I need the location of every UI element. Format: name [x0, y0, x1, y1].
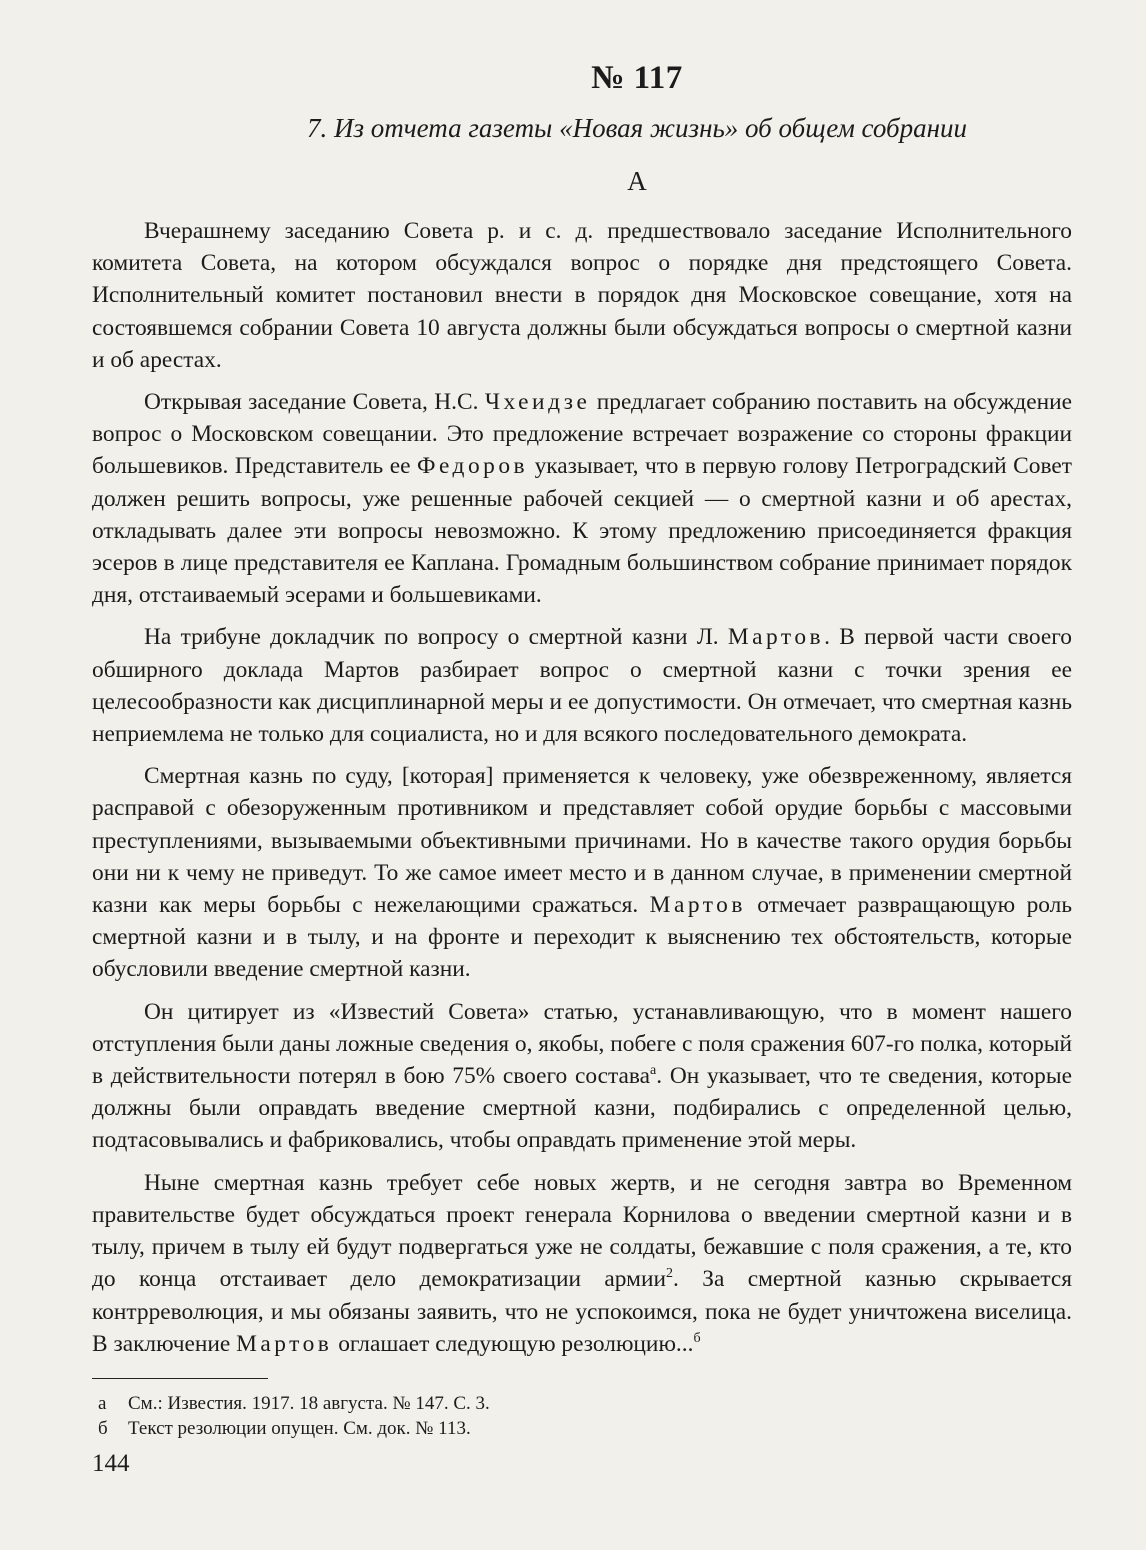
- document-number: № 117: [591, 60, 683, 96]
- spaced-name: Чхеидзе: [484, 389, 591, 416]
- footnote: [92, 1391, 1072, 1416]
- footnote-mark: б: [98, 1417, 108, 1439]
- spaced-name: Мартов: [649, 892, 746, 919]
- text-run: На трибуне докладчик по вопросу о смертной казни Л.: [144, 624, 728, 651]
- document-title: 7. Из отчета газеты «Новая жизнь» об общем собрании: [307, 113, 967, 143]
- text-run: Вчерашнему заседанию Совета р. и с. д. предшествовало заседание Исполнительного комитета Совета, на котором обсуждался вопрос о порядке дня предстоящего Совета. Исполнительный комитет постановил внести в порядок дня Московское совещание, хотя на состоявшемся собрании Совета 10 августа должны были обсуждаться вопросы о смертной казни и об арестах.: [92, 218, 1072, 373]
- paragraph: [92, 1167, 1072, 1360]
- spaced-name: Мартов: [236, 1330, 333, 1357]
- spaced-name: Федоров: [416, 453, 529, 480]
- section-letter: А: [627, 166, 647, 196]
- paragraph: [92, 760, 1072, 985]
- text-run: отмечает развращающую роль смертной казни и в тылу, и на фронте и переходит к выяснению тех обстоятельств, которые обусловили введение смертной казни.: [92, 892, 1072, 983]
- paragraph: [92, 215, 1072, 376]
- paragraph: [92, 621, 1072, 750]
- footnote-reference: а: [650, 1063, 657, 1079]
- text-run: предлагает собранию поставить на обсуждение вопрос о Московском совещании. Это предложение встречает возражение со стороны фракции большевиков. Представитель ее: [92, 389, 1072, 480]
- footnote-reference: б: [693, 1330, 701, 1346]
- paragraph: [92, 996, 1072, 1157]
- text-run: . В первой части своего обширного доклада Мартов разбирает вопрос о смертной казни с точки зрения ее целесообразности как дисциплинарной меры и ее допустимости. Он отмечает, что смертная казнь неприемлема не только для социалиста, но и для всякого последовательного демократа.: [92, 624, 1072, 748]
- page-number: 144: [92, 1450, 130, 1477]
- text-run: . Он указывает, что те сведения, которые должны были оправдать введение смертной казни, подбирались с определенной целью, подтасовывались и фабриковались, чтобы оправдать применение этой меры.: [92, 1063, 1072, 1154]
- footnotes: [92, 1391, 1072, 1441]
- text-run: . За смертной казнью скрывается контрреволюция, и мы обязаны заявить, что не успокоимся, пока не будет уничтожена виселица. В заключение: [92, 1266, 1072, 1357]
- body-text: [92, 215, 1072, 1360]
- footnote-text: См.: Известия. 1917. 18 августа. № 147. С. 3.: [128, 1392, 490, 1414]
- footnote-reference: 2: [665, 1266, 673, 1282]
- footnote: [92, 1416, 1072, 1441]
- spaced-name: Мартов: [727, 624, 825, 651]
- text-run: оглашает следующую резолюцию...: [332, 1330, 694, 1357]
- footnote-text: Текст резолюции опущен. См. док. № 113.: [128, 1417, 471, 1439]
- footnote-mark: а: [98, 1392, 107, 1414]
- footnote-divider: [92, 1378, 268, 1379]
- text-run: Ныне смертная казнь требует себе новых жертв, и не сегодня завтра во Временном правительстве будет обсуждаться проект генерала Корнилова о введении смертной казни и в тылу, причем в тылу ей будут подвергаться уже не солдаты, бежавшие с поля сражения, а те, кто до конца отстаивает дело демократизации армии: [92, 1169, 1072, 1293]
- paragraph: [92, 386, 1072, 611]
- text-run: указывает, что в первую голову Петроградский Совет должен решить вопросы, уже решенные рабочей секцией — о смертной казни и об арестах, откладывать далее эти вопросы невозможно. К этому предложению присоединяется фракция эсеров в лице представителя ее Каплана. Громадным большинством собрание принимает порядок дня, отстаиваемый эсерами и большевиками.: [92, 453, 1072, 609]
- document-page: [92, 60, 1072, 1441]
- text-run: Он цитирует из «Известий Совета» статью, устанавливающую, что в момент нашего отступления были даны ложные сведения о, якобы, побеге с поля сражения 607-го полка, который в действительности потерял в бою 75% своего состава: [92, 998, 1072, 1090]
- text-run: Открывая заседание Совета, Н.С.: [144, 389, 485, 416]
- text-run: Смертная казнь по суду, [которая] применяется к человеку, уже обезвреженному, является расправой с обезоруженным противником и представляет собой орудие борьбы с массовыми преступлениями, вызываемыми объективными причинами. Но в качестве такого орудия борьбы они ни к чему не приведут. То же самое имеет место и в данном случае, в применении смертной казни как меры борьбы с нежелающими сражаться.: [92, 763, 1072, 919]
